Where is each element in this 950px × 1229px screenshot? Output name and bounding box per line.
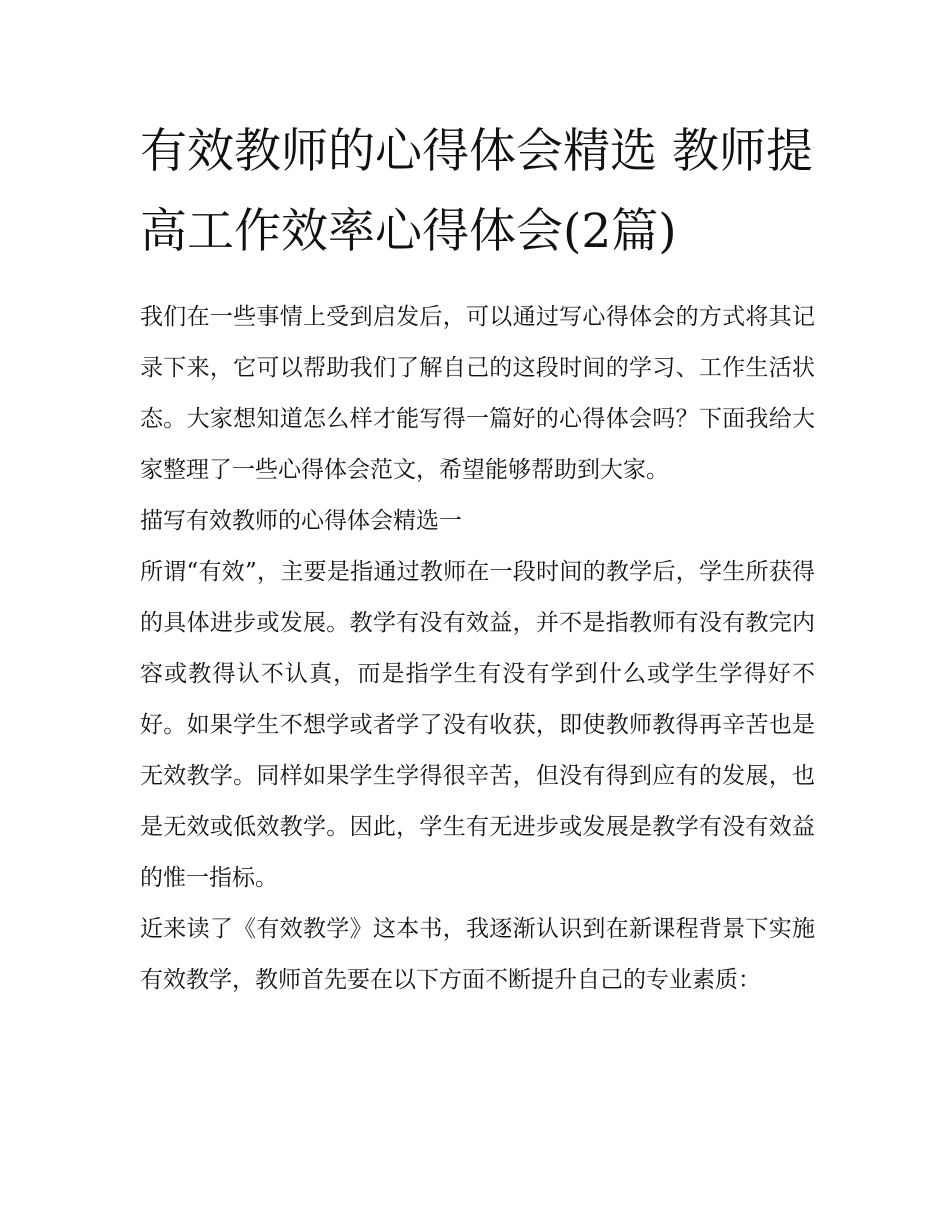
document-title: 有效教师的心得体会精选 教师提高工作效率心得体会(2篇) [140, 124, 813, 259]
intro-paragraph: 我们在一些事情上受到启发后，可以通过写心得体会的方式将其记录下来，它可以帮助我们了解自己的这段时间的学习、工作生活状态。大家想知道怎么样才能写得一篇好的心得体会吗？下面我给大家整理了一些心得体会范文，希望能够帮助到大家。 [140, 304, 815, 483]
body-paragraph-2: 近来读了《有效教学》这本书，我逐渐认识到在新课程背景下实施有效教学，教师首先要在以下方面不断提升自己的专业素质： [140, 916, 815, 993]
body-paragraph-1: 所谓“有效”，主要是指通过教师在一段时间的教学后，学生所获得的具体进步或发展。教学有没有效益，并不是指教师有没有教完内容或教得认不认真，而是指学生有没有学到什么或学生学得好不好。如果学生不想学或者学了没有收获，即使教师教得再辛苦也是无效教学。同样如果学生学得很辛苦，但没有得到应有的发展，也是无效或低效教学。因此，学生有无进步或发展是教学有没有效益的惟一指标。 [140, 559, 815, 891]
document-body [140, 292, 815, 1006]
section-heading: 描写有效教师的心得体会精选一 [140, 508, 462, 534]
document-page [140, 112, 815, 1006]
